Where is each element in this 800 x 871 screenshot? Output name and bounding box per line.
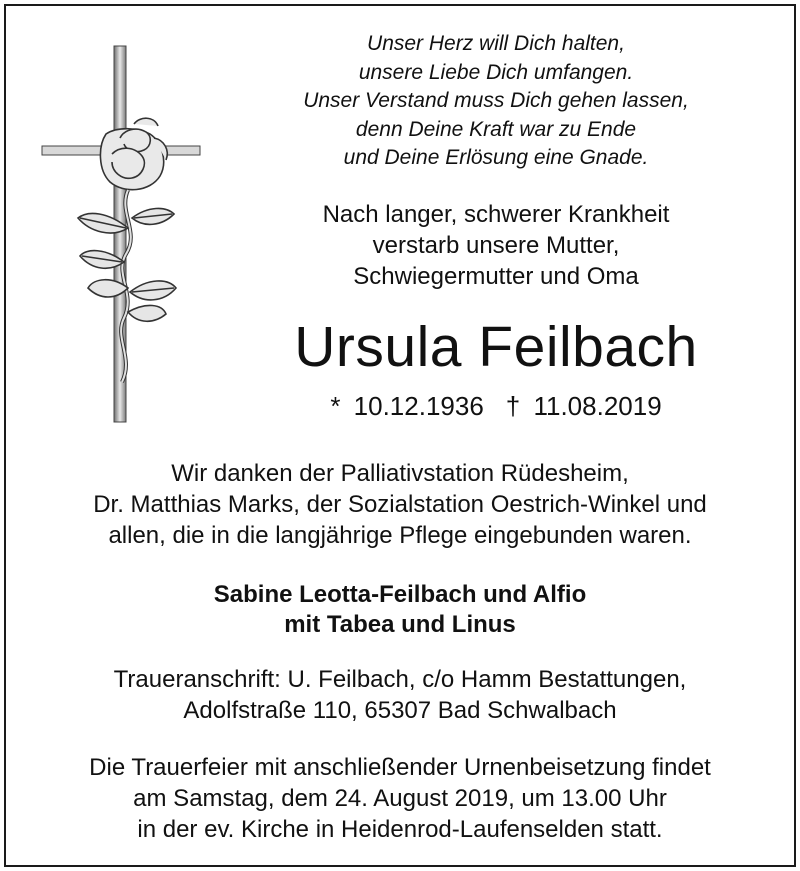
life-dates (236, 390, 756, 422)
poem-line: denn Deine Kraft war zu Ende (355, 117, 637, 141)
acknowledgement-line: Dr. Matthias Marks, der Sozialstation Oestrich-Winkel und (93, 491, 707, 518)
announcement-line: Nach langer, schwerer Krankheit (322, 201, 670, 228)
mourners-line: mit Tabea und Linus (284, 611, 516, 638)
acknowledgement (16, 458, 784, 551)
announcement-line: Schwiegermutter und Oma (353, 263, 639, 290)
birth-date: * 10.12.1936 (330, 391, 484, 421)
mourning-address (16, 664, 784, 726)
funeral-details (16, 752, 784, 845)
deceased-name: Ursula Feilbach (294, 315, 698, 379)
mourners (16, 580, 784, 640)
mourners-line: Sabine Leotta-Feilbach und Alfio (213, 581, 587, 608)
poem-line: unsere Liebe Dich umfangen. (358, 60, 634, 84)
announcement-line: verstarb unsere Mutter, (372, 232, 620, 259)
obituary-notice (4, 4, 796, 867)
poem-line: und Deine Erlösung eine Gnade. (343, 146, 649, 169)
death-announcement (226, 199, 766, 292)
cross-with-rose-icon (36, 42, 206, 428)
poem (226, 30, 766, 173)
address-line: Adolfstraße 110, 65307 Bad Schwalbach (183, 697, 617, 724)
funeral-line: in der ev. Kirche in Heidenrod-Laufenselden statt. (137, 816, 663, 843)
death-date: † 11.08.2019 (505, 391, 662, 421)
funeral-line: Die Trauerfeier mit anschließender Urnenbeisetzung findet (89, 754, 711, 781)
acknowledgement-line: Wir danken der Palliativstation Rüdesheim, (171, 460, 629, 487)
poem-line: Unser Herz will Dich halten, (367, 32, 625, 55)
poem-line: Unser Verstand muss Dich gehen lassen, (303, 89, 689, 112)
acknowledgement-line: allen, die in die langjährige Pflege eingebunden waren. (108, 522, 692, 549)
funeral-line: am Samstag, dem 24. August 2019, um 13.00 Uhr (133, 785, 667, 812)
address-line: Traueranschrift: U. Feilbach, c/o Hamm Bestattungen, (113, 666, 687, 693)
